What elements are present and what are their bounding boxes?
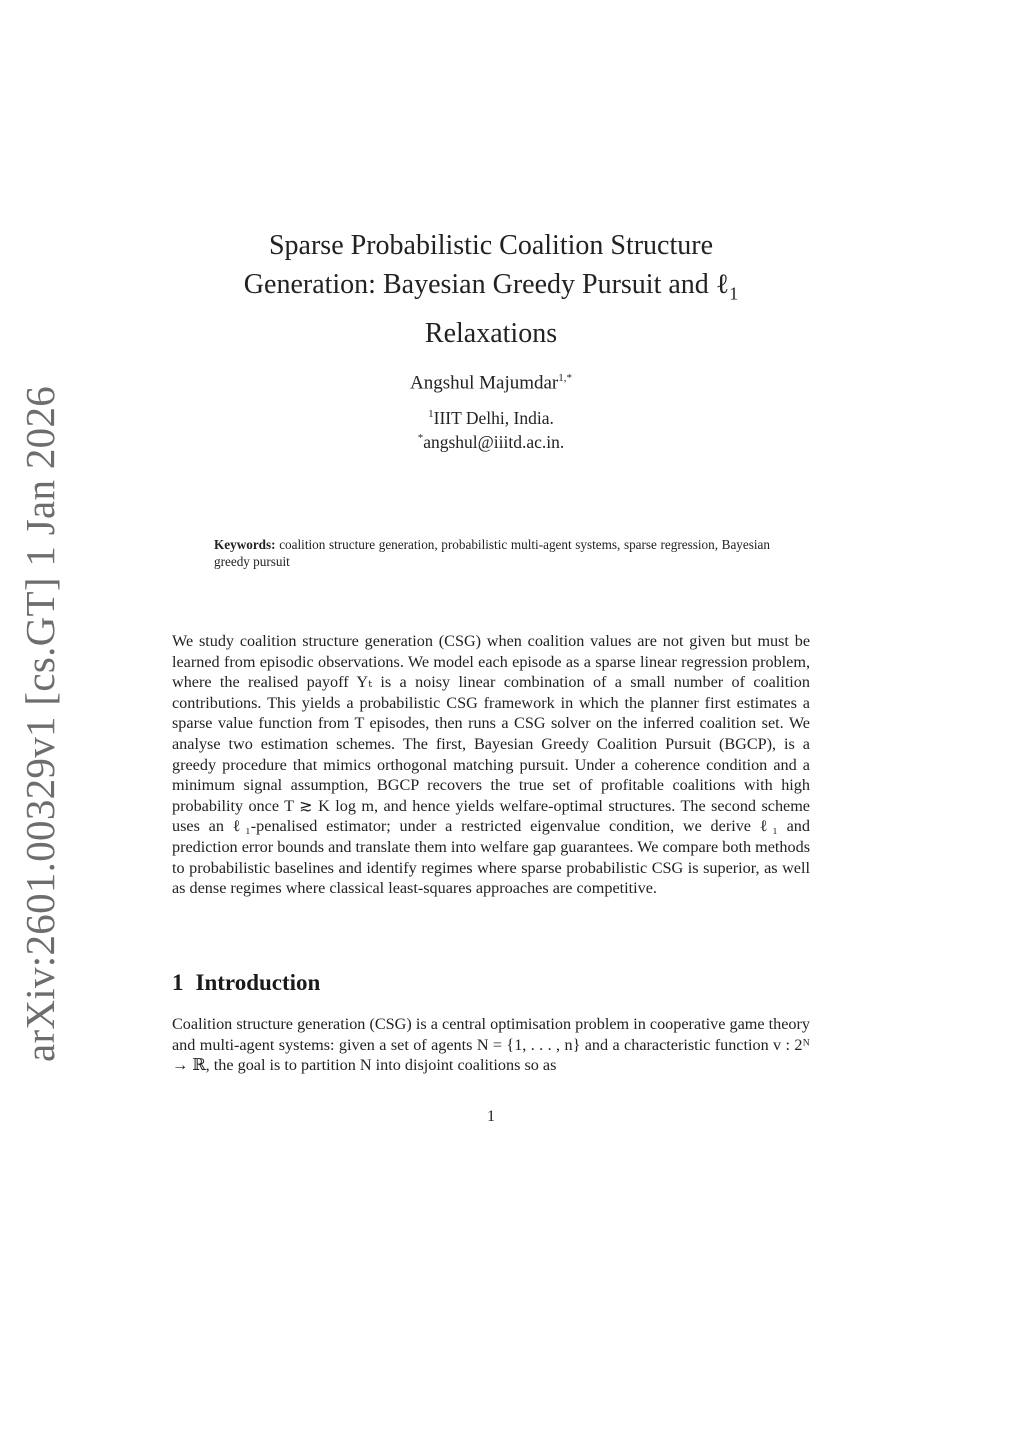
keywords [214,536,770,570]
section-title: Introduction [195,970,321,995]
affiliation [172,408,810,429]
email-mark: * [417,432,424,445]
paper-title [172,226,810,353]
arxiv-identifier: arXiv:2601.00329v1 [cs.GT] 1 Jan 2026 [17,385,63,1063]
affiliation-mark: 1 [428,408,434,421]
title-line-1: Sparse Probabilistic Coalition Structure [268,230,714,261]
title-line-2 [172,265,810,314]
author-marks: 1,* [558,372,573,384]
author-name: Angshul Majumdar [409,372,559,394]
title-line-2-subscript: 1 [729,283,739,304]
intro-paragraph: Coalition structure generation (CSG) is a central optimisation problem in cooperative game theory and multi-agent systems: given a set of agents N = {1, . . . , n} and a characteristic function v : 2ᴺ → ℝ, the goal is to partition N into disjoint coalitions so as [172,1015,810,1075]
email-text: angshul@iiitd.ac.in. [423,432,565,452]
page-number: 1 [487,1108,495,1125]
email [172,432,810,453]
author [172,372,810,394]
keywords-label: Keywords: [214,537,276,552]
title-line-3: Relaxations [424,317,558,349]
title-line-2-text: Generation: Bayesian Greedy Pursuit and ℓ [243,269,730,300]
abstract: We study coalition structure generation (CSG) when coalition values are not given but must be learned from episodic observations. We model each episode as a sparse linear regression problem, where the realised payoff Yₜ is a noisy linear combination of a small number of coalition contributions. This yields a probabilistic CSG framework in which the planner first estimates a sparse value function from T episodes, then runs a CSG solver on the inferred coalition set. We analyse two estimation schemes. The first, Bayesian Greedy Coalition Pursuit (BGCP), is a greedy procedure that mimics orthogonal matching pursuit. Under a coherence condition and a minimum signal assumption, BGCP recovers the true set of profitable coalitions with high probability once T ≳ K log m, and hence yields welfare-optimal structures. The second scheme uses an ℓ₁-penalised estimator; under a restricted eigenvalue condition, we derive ℓ₁ and prediction error bounds and translate them into welfare gap guarantees. We compare both methods to probabilistic baselines and identify regimes where sparse probabilistic CSG is superior, as well as dense regimes where classical least-squares approaches are competitive. [172,632,810,898]
affiliation-text: IIIT Delhi, India. [433,408,554,428]
keywords-text: coalition structure generation, probabilistic multi-agent systems, sparse regression, Bayesian greedy pursuit [214,537,771,569]
section-heading [172,970,320,996]
section-number: 1 [172,970,184,995]
